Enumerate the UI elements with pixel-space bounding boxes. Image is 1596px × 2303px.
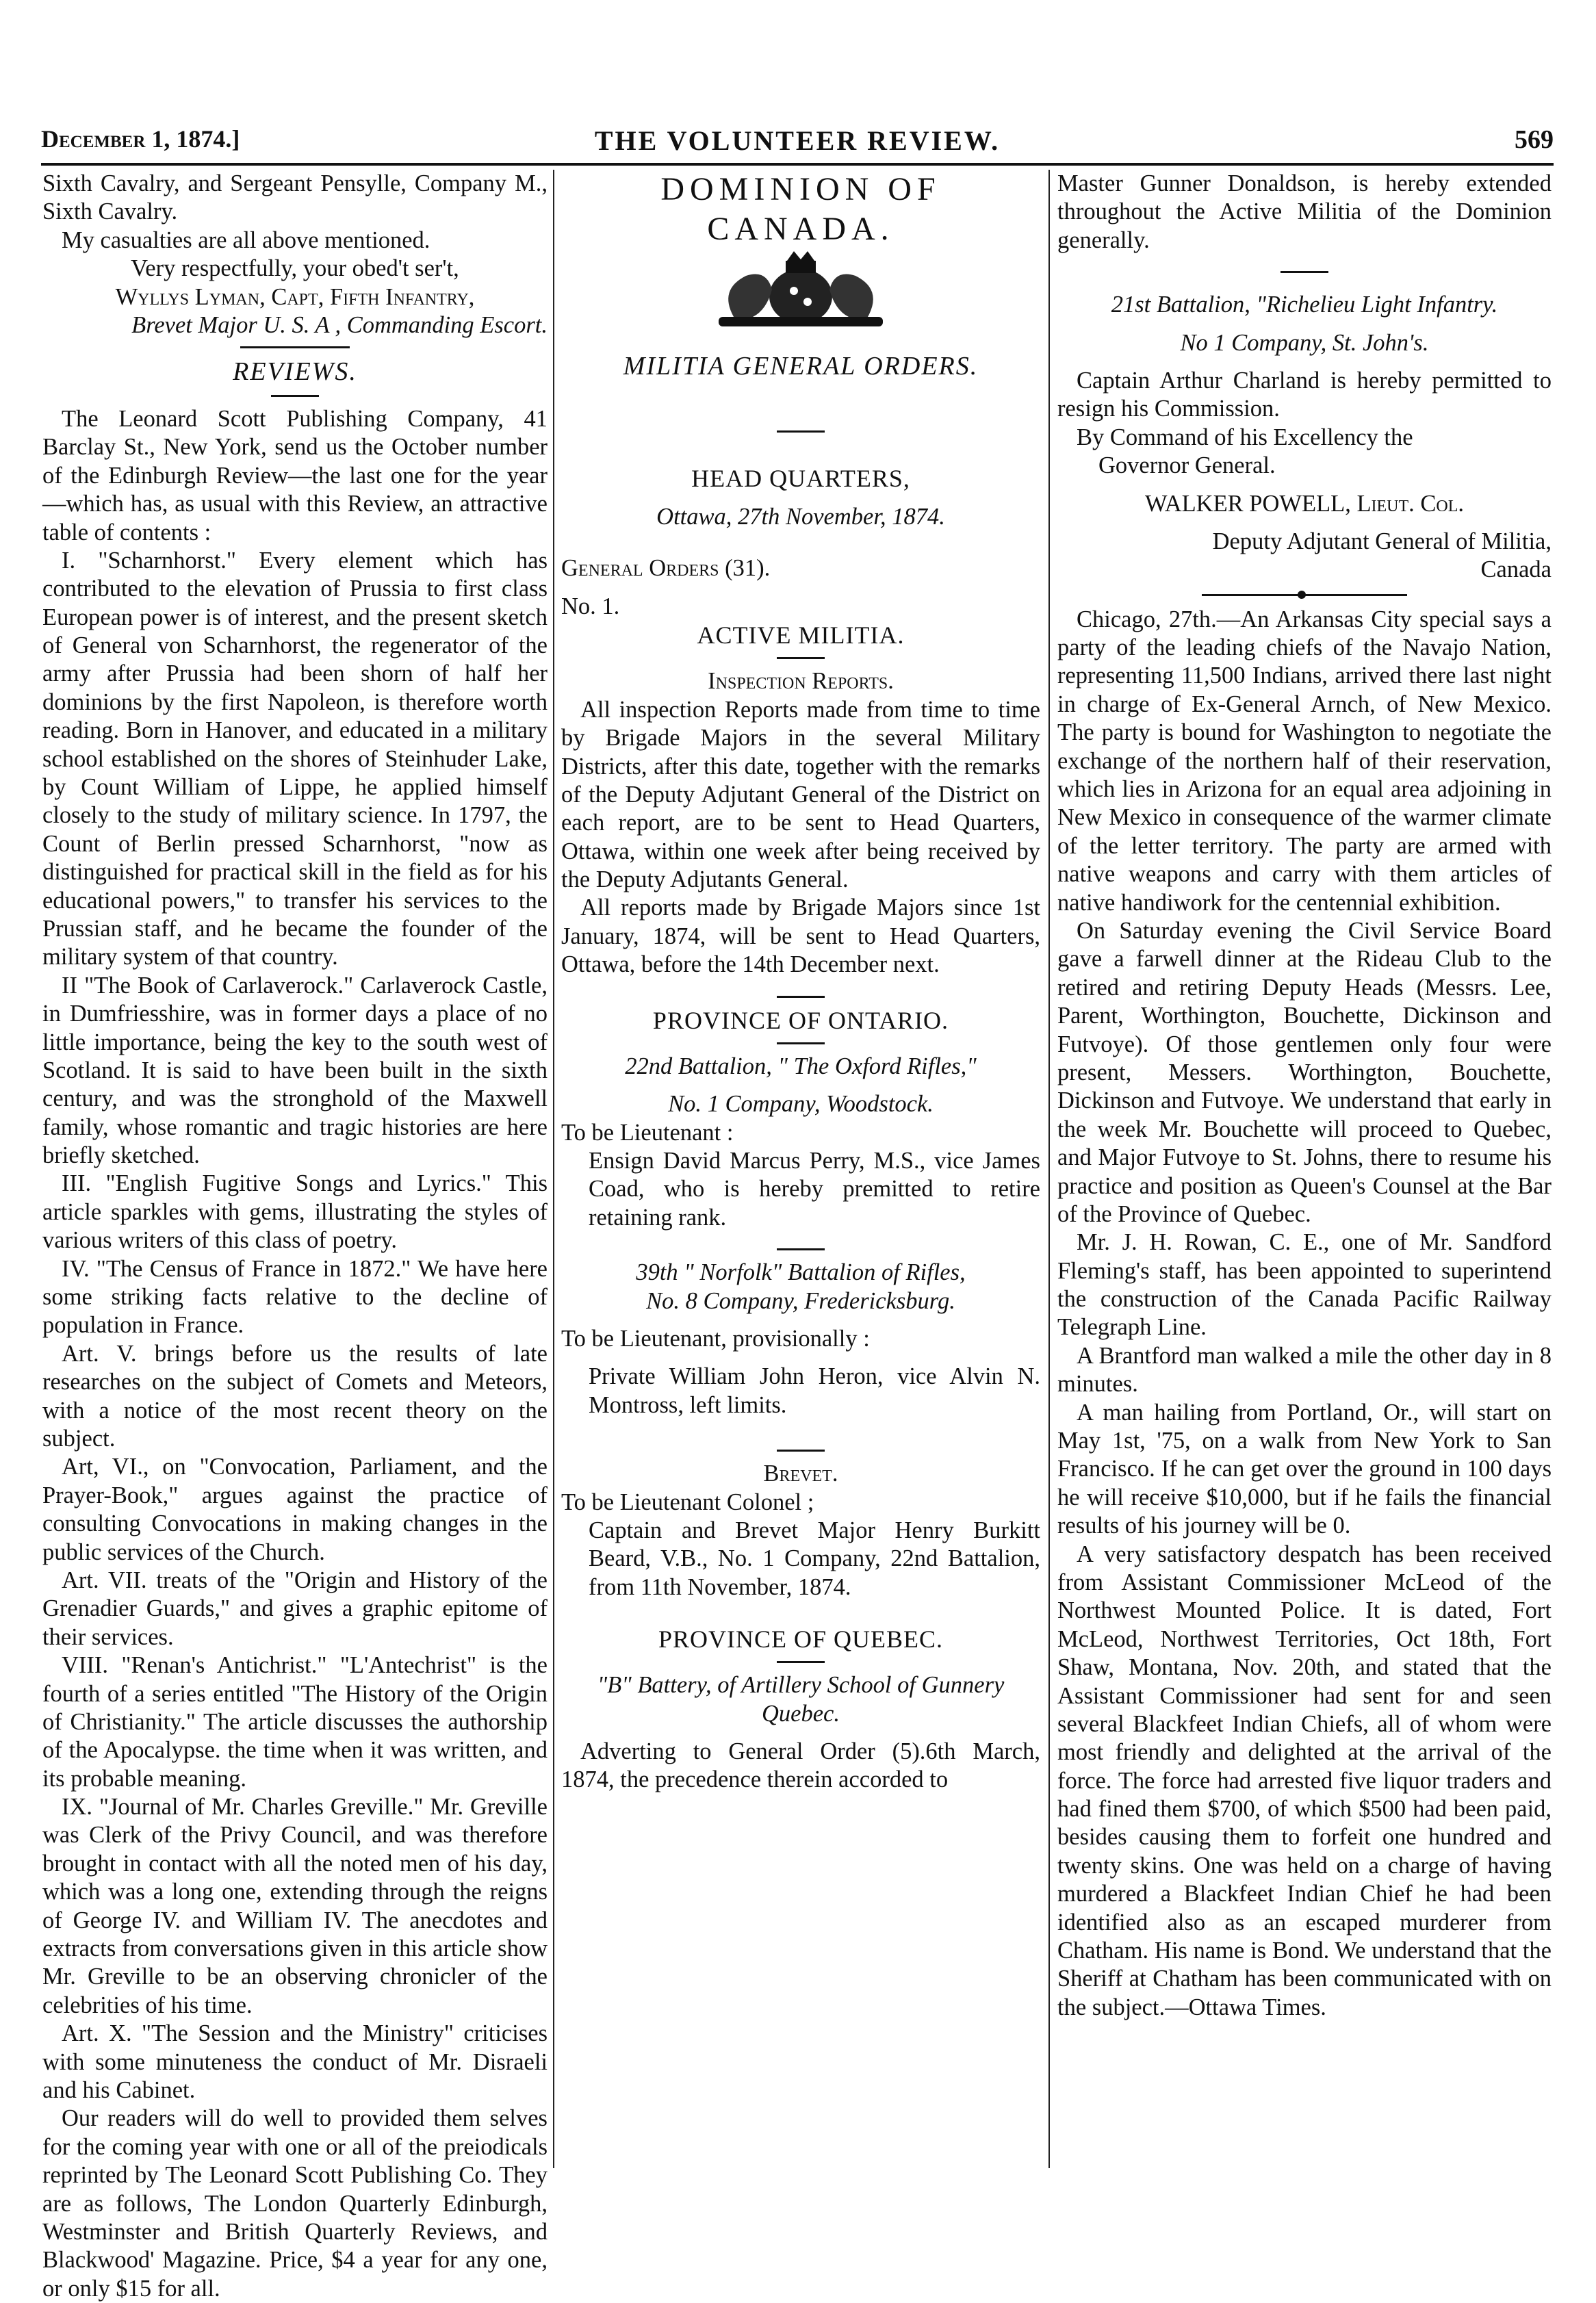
section-rule <box>777 996 825 998</box>
reviews-paragraph: Art, VI., on "Convocation, Parliament, and the Prayer-Book," argues against the practice of consulting Convocations in making changes in the public services of the Church. <box>42 1454 548 1565</box>
section-rule <box>777 1450 825 1452</box>
order-paragraph: Captain Arthur Charland is hereby permitted to resign his Commission. <box>1057 367 1552 422</box>
dateline: Ottawa, 27th November, 1874. <box>656 503 945 530</box>
province-ontario-heading: PROVINCE OF ONTARIO. <box>652 1006 949 1034</box>
signature-title: Deputy Adjutant General of Militia, <box>1212 528 1552 554</box>
escort-report-rank: Brevet Major U. S. A , Commanding Escort. <box>131 311 548 338</box>
news-paragraph: Chicago, 27th.—An Arkansas City special says a party of the leading chiefs of the Navajo Nation, representing 11,500 Indians, arrived there last night in charge of Ex-General Arnch, of New Mexico. The party is bound for Washington to negotiate the exchange of the northern half of their reservation, which lies in Arizona for an equal area adjoining in New Mexico in consequence of the warmer climate of the letter territory. The party are armed with native weapons and carry with them articles of native handiwork for the centennial exhibition. <box>1057 606 1552 916</box>
battalion-name: 22nd Battalion, " The Oxford Rifles," <box>625 1053 977 1079</box>
appointment-entry: Ensign David Marcus Perry, M.S., vice James Coad, who is hereby premitted to retire retaining rank. <box>589 1147 1040 1231</box>
appointment-label: To be Lieutenant : <box>561 1119 734 1146</box>
section-rule <box>777 1042 825 1044</box>
order-paragraph: Adverting to General Order (5).6th March, 1874, the precedence therein accorded to <box>561 1738 1040 1793</box>
column-divider-right <box>1048 170 1050 2168</box>
militia-orders-heading: MILITIA GENERAL ORDERS. <box>623 352 979 381</box>
battalion-name: 39th " Norfolk" Battalion of Rifles, <box>636 1259 966 1286</box>
reviews-paragraph: I. "Scharnhorst." Every element which has contributed to the elevation of Prussia to first class European power is of interest, and the present sketch of General von Scharnhorst, the regenerator of the army after Prussia had been shorn of half her dominions by the first Napoleon, is therefore worth reading. Born in Hanover, and educated in a military school established on the shores of Steinhuder Lake, by Count William of Lippe, he applied himself closely to the study of military science. In 1797, the Count of Berlin pressed Scharnhorst, "now as distinguished for practical skill in the field as for his educational powers," to transfer his services to the Prussian staff, and he became the founder of the military system of that country. <box>42 547 548 970</box>
escort-report-line: My casualties are all above mentioned. <box>62 227 430 253</box>
column-divider-left <box>553 170 554 2168</box>
section-rule <box>777 657 825 659</box>
escort-report-line: Sixth Cavalry, and Sergeant Pensylle, Company M., Sixth Cavalry. <box>42 170 548 225</box>
news-paragraph: A man hailing from Portland, Or., will start on May 1st, '75, on a walk from New York to San Francisco. If he can get over the ground in 100 days he will receive $10,000, but if he fails the financial results of his journey will be 0. <box>1057 1399 1552 1539</box>
section-rule <box>240 346 350 348</box>
news-paragraph: On Saturday evening the Civil Service Board gave a farwell dinner at the Rideau Club to the retired and retiring Deputy Heads (Messrs. Lee, Parent, Worthington, Bouchette, Dickinson and Futvoye). Of those gentlemen only four were present, Messers. Worthington, Bouchette, Dickinson and Futvoye. We understand that early in the week Mr. Bouchette will proceed to Quebec, and Major Futvoye to St. Johns, there to resume his practice and position as Queen's Counsel at the Bar of the Province of Quebec. <box>1057 917 1552 1227</box>
section-rule <box>777 430 825 433</box>
page-number: 569 <box>1515 125 1554 154</box>
inspection-reports-heading: Inspection Reports. <box>708 668 894 695</box>
head-quarters: HEAD QUARTERS, <box>691 464 910 492</box>
reviews-heading: REVIEWS. <box>233 357 357 387</box>
column-news <box>1057 170 1552 2237</box>
issue-date: December 1, 1874.] <box>41 125 240 153</box>
order-continuation: Master Gunner Donaldson, is hereby extended throughout the Active Militia of the Dominion generally. <box>1057 170 1552 253</box>
section-rule <box>777 1248 825 1250</box>
battalion-name: 21st Battalion, "Richelieu Light Infantry. <box>1111 292 1498 318</box>
command-line: By Command of his Excellency the <box>1077 424 1413 450</box>
section-rule <box>1202 594 1407 596</box>
escort-report-signature: Wyllys Lyman, Capt, Fifth Infantry, <box>115 283 475 310</box>
battery-name: "B" Battery, of Artillery School of Gunnery Quebec. <box>597 1672 1005 1727</box>
reviews-paragraph: II "The Book of Carlaverock." Carlaverock Castle, in Dumfriesshire, was in former days a place of no little importance, being the key to the south west of Scotland. It is said to have been built in the sixth century, and was the stronghold of the Maxwell family, whose romantic and tragic histories are here briefly sketched. <box>42 972 548 1169</box>
section-rule <box>271 395 319 397</box>
brevet-heading: Brevet. <box>763 1461 838 1487</box>
section-rule <box>777 1661 825 1663</box>
order-paragraph: All inspection Reports made from time to time by Brigade Majors in the several Military Districts, after this date, together with the remarks of the Deputy Adjutant General of the District on each report, are to be sent to Head Quarters, Ottawa, within one week after being received by the Deputy Adjutants General. <box>561 696 1040 893</box>
command-line: Governor General. <box>1098 452 1276 479</box>
appointment-label: To be Lieutenant, provisionally : <box>561 1325 870 1352</box>
reviews-paragraph: III. "English Fugitive Songs and Lyrics." This article sparkles with gems, illustrating the styles of various writers of this class of poetry. <box>42 1170 548 1254</box>
section-rule <box>1280 271 1328 273</box>
order-number: No. 1. <box>561 593 620 619</box>
column-militia-orders <box>561 170 1040 2237</box>
reviews-paragraph: IX. "Journal of Mr. Charles Greville." Mr. Greville was Clerk of the Privy Council, and was therefore brought in contact with all the noted men of his day, which was a long one, extending through the reigns of George IV. and William IV. The anecdotes and extracts from conversations given in this article show Mr. Greville to be an observing chronicler of the celebrities of his time. <box>42 1794 548 2018</box>
order-paragraph: All reports made by Brigade Majors since 1st January, 1874, will be sent to Head Quarters, Ottawa, before the 14th December next. <box>561 895 1040 978</box>
reviews-paragraph: Art. VII. treats of the "Origin and History of the Grenadier Guards," and gives a graphic epitome of their services. <box>42 1567 548 1650</box>
masthead-rule <box>41 163 1554 166</box>
province-quebec-heading: PROVINCE OF QUEBEC. <box>658 1625 944 1654</box>
signature-country: Canada <box>1480 556 1552 583</box>
reviews-paragraph: Our readers will do well to provided them selves for the coming year with one or all of the preiodicals reprinted by The Leonard Scott Publishing Co. They are as follows, The London Quarterly Edinburgh, Westminster and British Quarterly Reviews, and Blackwood' Magazine. Price, $4 a year for any one, or only $15 for all. <box>42 2105 548 2302</box>
company-name: No. 1 Company, Woodstock. <box>668 1091 934 1118</box>
newspaper-title: THE VOLUNTEER REVIEW. <box>594 125 1001 156</box>
company-name: No. 8 Company, Fredericksburg. <box>646 1287 955 1314</box>
column-reviews <box>42 170 548 2302</box>
active-militia-heading: ACTIVE MILITIA. <box>697 621 905 649</box>
masthead <box>41 115 1554 163</box>
appointment-entry: Captain and Brevet Major Henry Burkitt Beard, V.B., No. 1 Company, 22nd Battalion, from 11th November, 1874. <box>589 1517 1040 1600</box>
general-orders-number: General Orders (31). <box>561 555 771 582</box>
signature-name: WALKER POWELL, Lieut. Col. <box>1144 490 1465 517</box>
appointment-label: To be Lieutenant Colonel ; <box>561 1489 814 1515</box>
reviews-paragraph: VIII. "Renan's Antichrist." "L'Antechrist" is the fourth of a series entitled "The History of the Origin of Christianity." The article discusses the authorship of the Apocalypse. the time when it was written, and its probable meaning. <box>42 1652 548 1792</box>
reviews-paragraph: Art. X. "The Session and the Ministry" criticises with some minuteness the conduct of Mr. Disraeli and his Cabinet. <box>42 2020 548 2103</box>
dominion-heading: DOMINION OF CANADA. <box>660 171 941 247</box>
appointment-entry: Private William John Heron, vice Alvin N. Montross, left limits. <box>589 1363 1040 1418</box>
news-paragraph: Mr. J. H. Rowan, C. E., one of Mr. Sandford Fleming's staff, has been appointed to superintend the construction of the Canada Pacific Railway Telegraph Line. <box>1057 1229 1552 1341</box>
news-paragraph: A Brantford man walked a mile the other day in 8 minutes. <box>1057 1342 1552 1398</box>
news-paragraph: A very satisfactory despatch has been received from Assistant Commissioner McLeod of the Northwest Mounted Police. It is dated, Fort McLeod, Northwest Territories, Oct 18th, Fort Shaw, Montana, Nov. 20th, and stated that the Assistant Commissioner had sent for and seen several Blackfeet Indian Chiefs, all of whom were most friendly and delighted at the arrival of the force. The force had arrested five liquor traders and had fined them $700, of which $500 had been paid, besides causing them to forfeit one hundred and twenty skins. One was held on a charge of having murdered a Blackfeet Indian Chief he had been identified also as an escaped murderer from Chatham. His name is Bond. We understand that the Sheriff at Chatham has been communicated with on the subject.—Ottawa Times. <box>1057 1541 1552 2020</box>
escort-report-line: Very respectfully, your obed't ser't, <box>131 255 459 282</box>
company-name: No 1 Company, St. John's. <box>1180 329 1429 356</box>
royal-coat-of-arms-icon <box>691 248 910 331</box>
reviews-paragraph: Art. V. brings before us the results of late researches on the subject of Comets and Meteors, with a notice of the most recent theory on the subject. <box>42 1340 548 1452</box>
reviews-paragraph: IV. "The Census of France in 1872." We have here some striking facts relative to the decline of population in France. <box>42 1255 548 1339</box>
reviews-paragraph: The Leonard Scott Publishing Company, 41 Barclay St., New York, send us the October number of the Edinburgh Review—the last one for the year—which has, as usual with this Review, an attractive table of contents : <box>42 405 548 545</box>
